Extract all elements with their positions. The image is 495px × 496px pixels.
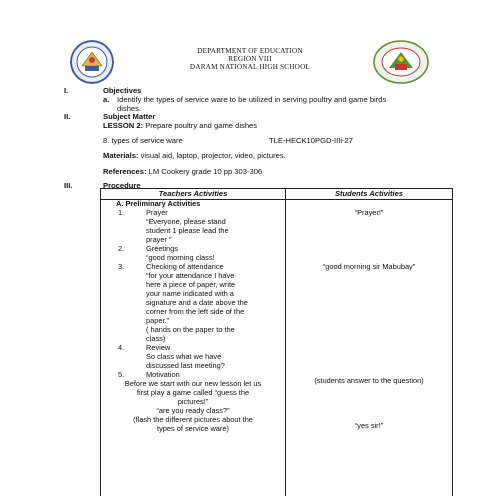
competency-code: TLE-HECK10PGD-IIIi-27 <box>269 136 353 145</box>
references-label: References: <box>103 167 147 176</box>
item-number: 1. <box>118 208 125 217</box>
student-response-motivation: (students answer to the question) <box>314 376 424 385</box>
header-school: DARAM NATIONAL HIGH SCHOOL <box>189 63 311 71</box>
item-line: discussed last meeting? <box>146 361 225 370</box>
item-line: “Everyone, please stand <box>146 217 226 226</box>
lesson-topic: 8. types of service ware <box>103 136 183 145</box>
item-line: your name indicated with a <box>146 289 234 298</box>
motivation-line: pictures!” <box>177 397 209 406</box>
item-line: paper.” <box>146 316 170 325</box>
subject-matter-numeral: II. <box>64 112 71 121</box>
preliminary-activities-heading: A. Preliminary Activities <box>116 199 201 208</box>
motivation-line: (flash the different pictures about the <box>133 415 253 424</box>
item-line: here a piece of paper, write <box>146 280 236 289</box>
item-number: 4. <box>118 343 125 352</box>
student-response-prayer: “Prayer!” <box>354 208 384 217</box>
item-line: “good morning class! <box>146 253 215 262</box>
item-number: 2. <box>118 244 125 253</box>
lesson-label: LESSON 2: <box>103 121 144 130</box>
student-response-greeting: “good morning sir Mabubay” <box>322 262 416 271</box>
procedure-numeral: III. <box>64 181 73 190</box>
item-line: ( hands on the paper to the <box>146 325 235 334</box>
lesson-text: Prepare poultry and game dishes <box>143 121 258 130</box>
item-title-review: Review <box>146 343 171 352</box>
teacher-activities-header: Teachers Activities <box>158 189 228 198</box>
item-title-greetings: Greetings <box>146 244 179 253</box>
item-line: student 1 please lead the <box>146 226 229 235</box>
materials-text: visual aid, laptop, projector, video, pictures. <box>138 151 286 160</box>
objectives-heading: Objectives <box>103 86 142 95</box>
item-number: 3. <box>118 262 125 271</box>
materials-line <box>103 151 286 160</box>
motivation-line: “are you ready class?” <box>156 406 230 415</box>
references-line <box>103 167 262 176</box>
item-line: “for your attendance I have <box>146 271 235 280</box>
objective-text-line2: dishes. <box>117 104 142 113</box>
item-line: prayer ” <box>146 235 172 244</box>
item-line: signature and a date above the <box>146 298 248 307</box>
header-region: REGION VIII <box>228 55 272 63</box>
item-line: So class what we have <box>146 352 222 361</box>
objective-letter: a. <box>103 95 110 104</box>
column-divider <box>285 189 286 496</box>
student-activities-header: Students Activities <box>334 189 404 198</box>
student-response-ready: “yes sir!” <box>354 421 384 430</box>
item-title-motivation: Motivation <box>146 370 180 379</box>
item-title-attendance: Checking of attendance <box>146 262 224 271</box>
procedure-table <box>100 188 453 496</box>
lesson-line <box>103 121 257 130</box>
motivation-line: first play a game called “guess the <box>136 388 250 397</box>
item-number: 5. <box>118 370 125 379</box>
motivation-line: types of service ware) <box>157 424 229 433</box>
item-title-prayer: Prayer <box>146 208 168 217</box>
references-text: LM Cookery grade 10 pp 303-306 <box>146 167 263 176</box>
objectives-numeral: I. <box>64 86 69 95</box>
header-department: DEPARTMENT OF EDUCATION <box>197 47 303 55</box>
materials-label: Materials: <box>103 151 139 160</box>
school-seal-logo <box>373 40 429 84</box>
procedure-heading: Procedure <box>103 181 141 190</box>
objective-text-line1: Identify the types of service ware to be utilized in serving poultry and game birds <box>117 95 387 104</box>
item-line: class) <box>146 334 166 343</box>
subject-matter-heading: Subject Matter <box>103 112 156 121</box>
motivation-line: Before we start with our new lesson let us <box>124 379 262 388</box>
item-line: corner from the left side of the <box>146 307 245 316</box>
deped-seal-logo <box>70 40 114 84</box>
